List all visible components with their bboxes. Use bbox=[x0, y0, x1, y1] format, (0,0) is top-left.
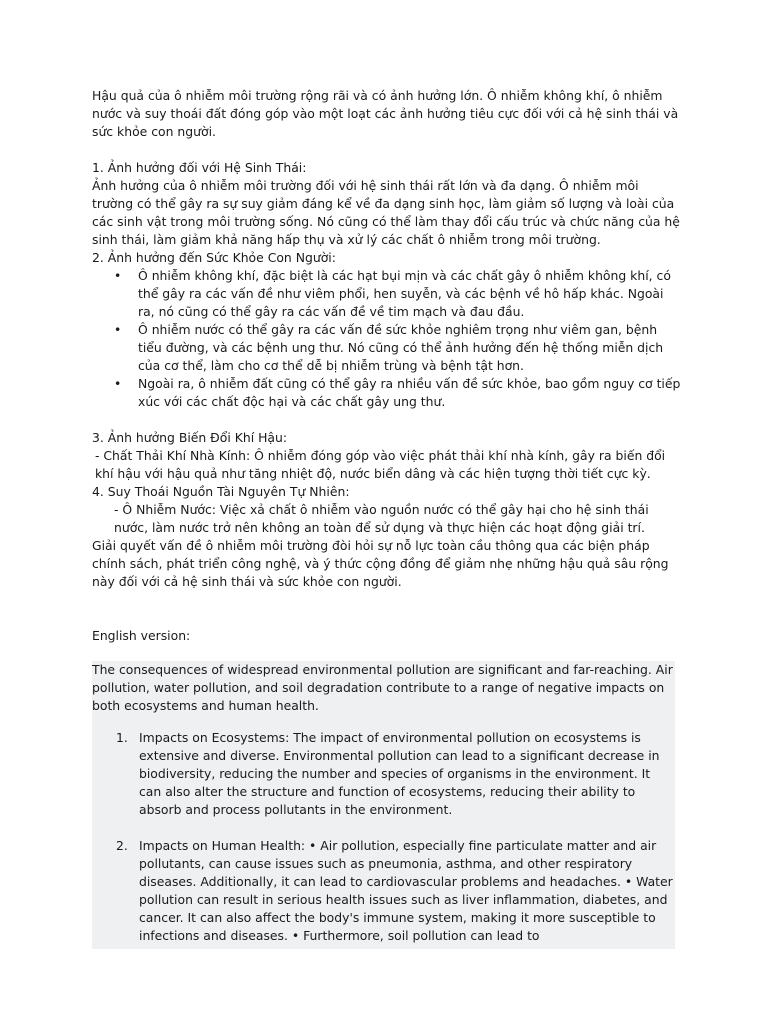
bullet-icon: • bbox=[114, 322, 122, 337]
spacer bbox=[92, 591, 682, 627]
bullet-text: Ô nhiễm nước có thể gây ra các vấn đề sức khỏe nghiêm trọng như viêm gan, bệnh tiểu đường, và các bệnh ung thư. Nó cũng có thể ảnh hưởng đến hệ thống miễn dịch của cơ thể, làm cho cơ thể dễ bị nhiễm trùng và bệnh tật hơn. bbox=[138, 322, 664, 373]
list-item bbox=[116, 729, 675, 819]
vi-section3-body: - Chất Thải Khí Nhà Kính: Ô nhiễm đóng góp vào việc phát thải khí nhà kính, gây ra biến đổi khí hậu với hậu quả như tăng nhiệt độ, nước biển dâng và các hiện tượng thời tiết cực kỳ. bbox=[95, 448, 666, 481]
vi-intro-paragraph: Hậu quả của ô nhiễm môi trường rộng rãi và có ảnh hưởng lớn. Ô nhiễm không khí, ô nhiễm nước và suy thoái đất đóng góp vào một loạt các ảnh hưởng tiêu cực đối với cả hệ sinh thái và sức khỏe con người. bbox=[92, 88, 679, 139]
list-number: 1. bbox=[116, 730, 128, 745]
list-item bbox=[92, 267, 682, 321]
vi-section3-heading: 3. Ảnh hưởng Biến Đổi Khí Hậu: bbox=[92, 430, 288, 445]
vi-section1-heading: 1. Ảnh hưởng đối với Hệ Sinh Thái: bbox=[92, 160, 307, 175]
vi-section4-heading: 4. Suy Thoái Nguồn Tài Nguyên Tự Nhiên: bbox=[92, 484, 350, 499]
en-numbered-list bbox=[92, 729, 675, 945]
spacer bbox=[92, 411, 682, 429]
vi-section2-heading: 2. Ảnh hưởng đến Sức Khỏe Con Người: bbox=[92, 250, 336, 265]
bullet-icon: • bbox=[114, 268, 122, 283]
bullet-icon: • bbox=[114, 376, 122, 391]
spacer bbox=[92, 141, 682, 159]
vi-section2-bullet-list bbox=[92, 267, 682, 411]
spacer bbox=[92, 715, 675, 729]
list-number: 2. bbox=[116, 838, 128, 853]
list-item bbox=[116, 837, 675, 945]
en-intro-paragraph: The consequences of widespread environmental pollution are significant and far-reaching. Air pollution, water pollution, and soil degradation contribute to a range of negative impacts on both ecosystems and human health. bbox=[92, 662, 673, 713]
list-item bbox=[92, 321, 682, 375]
document-page bbox=[92, 87, 682, 949]
list-item-text: Impacts on Ecosystems: The impact of environmental pollution on ecosystems is extensive and diverse. Environmental pollution can lead to a significant decrease in biodiversity, reducing the number and species of organisms in the environment. It can also alter the structure and function of ecosystems, reducing their ability to absorb and process pollutants in the environment. bbox=[139, 730, 660, 817]
vi-section1-body: Ảnh hưởng của ô nhiễm môi trường đối với hệ sinh thái rất lớn và đa dạng. Ô nhiễm môi trường có thể gây ra sự suy giảm đáng kể về đa dạng sinh học, làm giảm số lượng và loài của các sinh vật trong môi trường sống. Nó cũng có thể làm thay đổi cấu trúc và chức năng của hệ sinh thái, làm giảm khả năng hấp thụ và xử lý các chất ô nhiễm trong môi trường. bbox=[92, 178, 680, 247]
list-item-text: Impacts on Human Health: • Air pollution, especially fine particulate matter and air pollutants, can cause issues such as pneumonia, asthma, and other respiratory diseases. Additionally, it can lead to cardiovascular problems and headaches. • Water pollution can result in serious health issues such as liver inflammation, diabetes, and cancer. It can also affect the body's immune system, making it more susceptible to infections and diseases. • Furthermore, soil pollution can lead to bbox=[139, 838, 673, 943]
vi-conclusion-paragraph: Giải quyết vấn đề ô nhiễm môi trường đòi hỏi sự nỗ lực toàn cầu thông qua các biện pháp chính sách, phát triển công nghệ, và ý thức cộng đồng để giảm nhẹ những hậu quả sâu rộng này đối với cả hệ sinh thái và sức khỏe con người. bbox=[92, 538, 669, 589]
bullet-text: Ô nhiễm không khí, đặc biệt là các hạt bụi mịn và các chất gây ô nhiễm không khí, có thể gây ra các vấn đề như viêm phổi, hen suyễn, và các bệnh về hô hấp khác. Ngoài ra, nó cũng có thể gây ra các vấn đề về tim mạch và đau đầu. bbox=[138, 268, 671, 319]
spacer bbox=[92, 645, 682, 657]
bullet-text: Ngoài ra, ô nhiễm đất cũng có thể gây ra nhiều vấn đề sức khỏe, bao gồm nguy cơ tiếp xúc với các chất độc hại và các chất gây ung thư. bbox=[138, 376, 681, 409]
english-version-label: English version: bbox=[92, 628, 191, 643]
english-text-block bbox=[92, 661, 675, 949]
list-item bbox=[92, 375, 682, 411]
vi-section4-body: - Ô Nhiễm Nước: Việc xả chất ô nhiễm vào nguồn nước có thể gây hại cho hệ sinh thái nước, làm nước trở nên không an toàn để sử dụng và thực hiện các hoạt động giải trí. bbox=[114, 502, 649, 535]
